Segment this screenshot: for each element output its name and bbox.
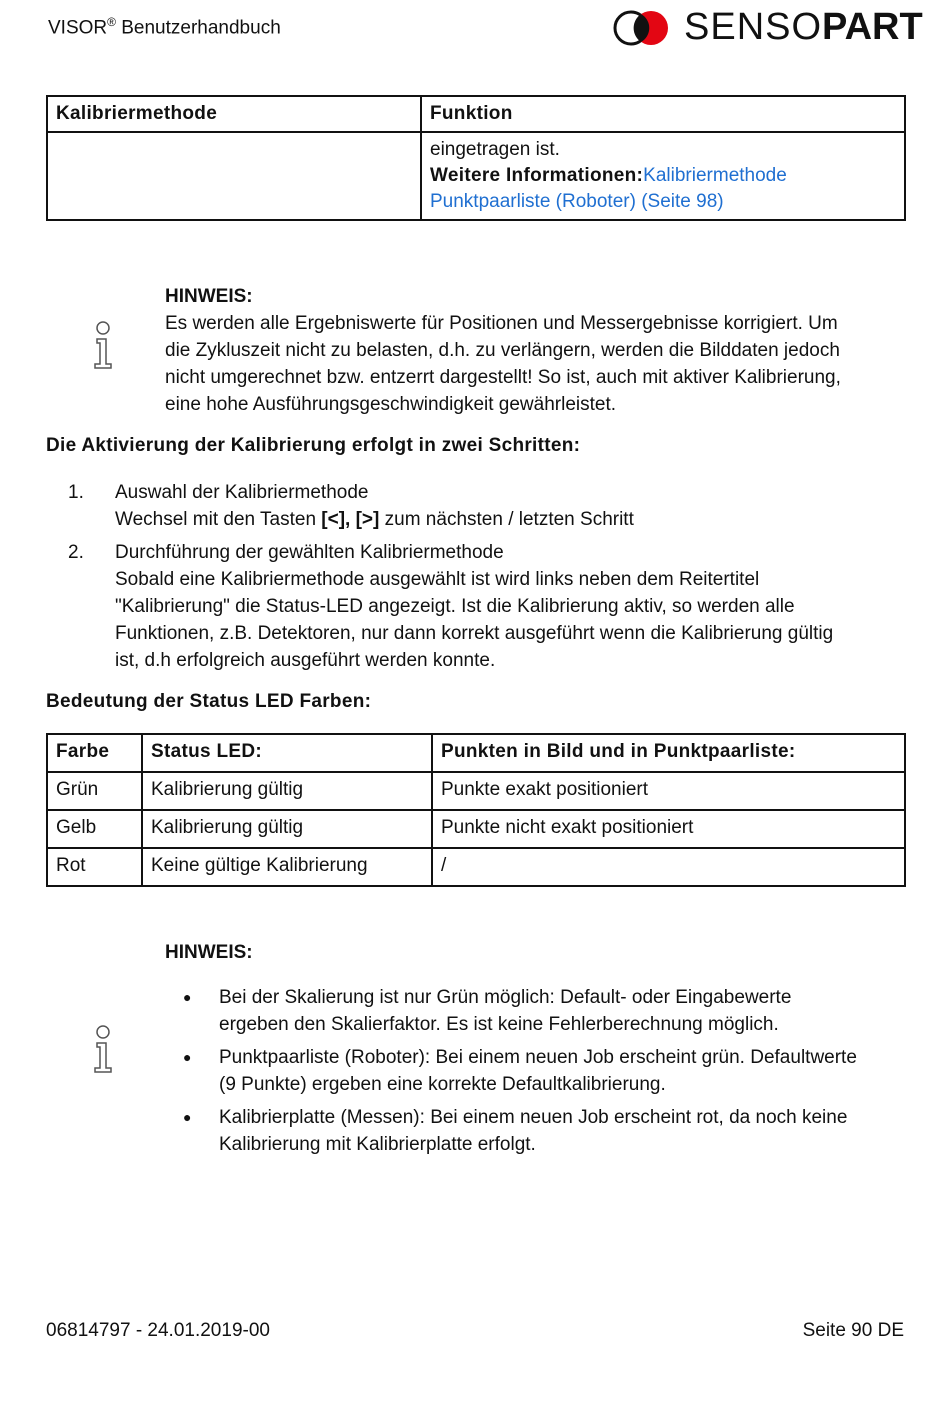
step-number: 2. bbox=[68, 542, 84, 563]
table-header-points: Punkten in Bild und in Punktpaarliste: bbox=[432, 734, 905, 772]
led-status-table bbox=[46, 733, 906, 887]
sensopart-logo-text: SENSOPART bbox=[684, 6, 923, 48]
table-cell: Rot bbox=[47, 848, 142, 886]
bullet-icon: ● bbox=[183, 1109, 192, 1125]
key-hint: [<], [>] bbox=[321, 509, 380, 530]
table-cell: / bbox=[432, 848, 905, 886]
table-cell: Keine gültige Kalibrierung bbox=[142, 848, 432, 886]
table-cell: Gelb bbox=[47, 810, 142, 848]
document-title: VISOR® Benutzerhandbuch bbox=[48, 15, 281, 39]
more-info-label: Weitere Informationen: bbox=[430, 165, 644, 186]
step-number: 1. bbox=[68, 482, 84, 503]
bullet-icon: ● bbox=[183, 1049, 192, 1065]
step-line: "Kalibrierung" die Status-LED angezeigt. Ist die Kalibrierung aktiv, so werden alle bbox=[115, 596, 795, 617]
step-detail: Wechsel mit den Tasten [<], [>] zum nächsten / letzten Schritt bbox=[115, 509, 634, 530]
table-row bbox=[47, 848, 905, 886]
list-item: ● Punktpaarliste (Roboter): Bei einem neuen Job erscheint grün. Defaultwerte (9 Punkte) ergeben eine korrekte Defaultkalibrierung. bbox=[165, 1044, 905, 1098]
note-2 bbox=[165, 940, 905, 1164]
step-line: Funktionen, z.B. Detektoren, nur dann korrekt ausgeführt wenn die Kalibrierung gültig bbox=[115, 623, 834, 644]
activation-heading: Die Aktivierung der Kalibrierung erfolgt in zwei Schritten: bbox=[46, 435, 581, 456]
led-heading: Bedeutung der Status LED Farben: bbox=[46, 691, 372, 712]
note-1-line: eine hohe Ausführungsgeschwindigkeit gewährleistet. bbox=[165, 394, 617, 415]
note-1 bbox=[165, 284, 905, 418]
footer-page-number: Seite 90 DE bbox=[802, 1320, 904, 1341]
calibration-method-table bbox=[46, 95, 906, 221]
table-header-function: Funktion bbox=[421, 96, 905, 132]
list-item bbox=[46, 479, 906, 533]
info-icon bbox=[90, 320, 116, 370]
note-1-line: Es werden alle Ergebniswerte für Positionen und Messergebnisse korrigiert. Um bbox=[165, 313, 838, 334]
step-line: Sobald eine Kalibriermethode ausgewählt ist wird links neben dem Reitertitel bbox=[115, 569, 760, 590]
function-text: eingetragen ist. bbox=[430, 139, 560, 160]
table-cell: Punkte nicht exakt positioniert bbox=[432, 810, 905, 848]
note-2-bullets bbox=[165, 984, 905, 1158]
table-row bbox=[47, 810, 905, 848]
sensopart-logo-icon bbox=[612, 9, 670, 47]
table-cell: Punkte exakt positioniert bbox=[432, 772, 905, 810]
calibration-link-continued[interactable]: Punktpaarliste (Roboter) (Seite 98) bbox=[430, 191, 724, 212]
list-item bbox=[46, 539, 906, 674]
step-title: Durchführung der gewählten Kalibriermethode bbox=[115, 542, 504, 563]
table-header-status: Status LED: bbox=[142, 734, 432, 772]
note-1-line: nicht umgerechnet bzw. entzerrt dargestellt! So ist, auch mit aktiver Kalibrierung, bbox=[165, 367, 841, 388]
note-2-heading: HINWEIS: bbox=[165, 942, 253, 963]
table-cell-function bbox=[421, 132, 905, 220]
activation-steps bbox=[46, 479, 906, 680]
note-1-heading: HINWEIS: bbox=[165, 286, 253, 307]
step-line: ist, d.h erfolgreich ausgeführt werden konnte. bbox=[115, 650, 496, 671]
table-row bbox=[47, 132, 905, 220]
table-row bbox=[47, 772, 905, 810]
note-1-body bbox=[165, 310, 905, 418]
table-cell: Kalibrierung gültig bbox=[142, 810, 432, 848]
table-cell-method bbox=[47, 132, 421, 220]
calibration-link[interactable]: Kalibriermethode bbox=[643, 165, 787, 186]
step-title: Auswahl der Kalibriermethode bbox=[115, 482, 369, 503]
table-cell: Kalibrierung gültig bbox=[142, 772, 432, 810]
list-item: ● Kalibrierplatte (Messen): Bei einem neuen Job erscheint rot, da noch keine Kalibrierung mit Kalibrierplatte erfolgt. bbox=[165, 1104, 905, 1158]
table-cell: Grün bbox=[47, 772, 142, 810]
bullet-icon: ● bbox=[183, 989, 192, 1005]
table-header-color: Farbe bbox=[47, 734, 142, 772]
table-header-method: Kalibriermethode bbox=[47, 96, 421, 132]
note-1-line: die Zykluszeit nicht zu belasten, d.h. zu verlängern, werden die Bilddaten jedoch bbox=[165, 340, 840, 361]
list-item: ● Bei der Skalierung ist nur Grün möglich: Default- oder Eingabewerte ergeben den Skalierfaktor. Es ist keine Fehlerberechnung möglich. bbox=[165, 984, 905, 1038]
footer-doc-id: 06814797 - 24.01.2019-00 bbox=[46, 1320, 270, 1341]
info-icon bbox=[90, 1024, 116, 1074]
